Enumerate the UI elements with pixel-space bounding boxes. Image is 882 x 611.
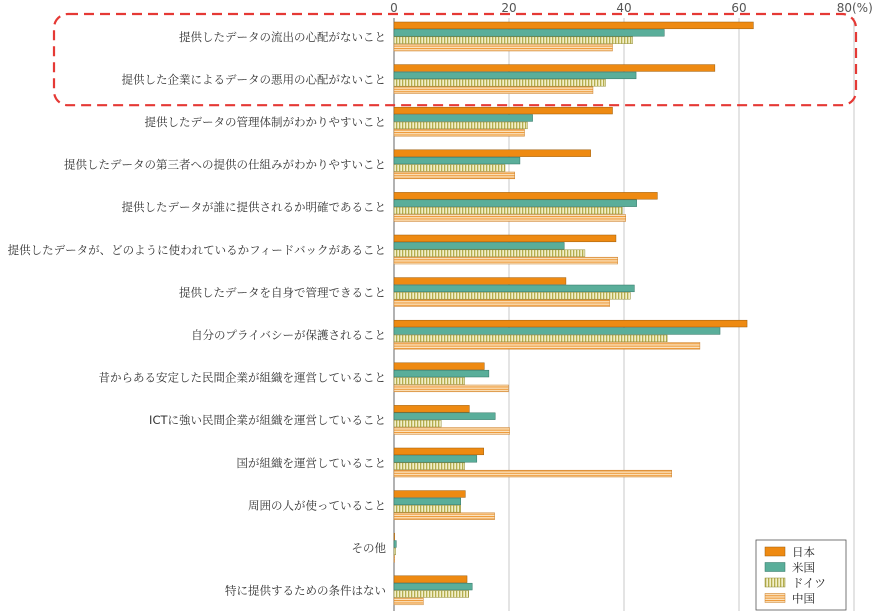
legend-label-米国: 米国 [792,560,815,575]
bar-中国-3 [394,172,515,179]
category-label-12: その他 [351,541,386,555]
legend-swatch-米国 [765,563,785,572]
legend-label-日本: 日本 [792,545,815,559]
bar-日本-7 [394,320,747,327]
bar-日本-5 [394,235,616,242]
grid-layer [394,18,854,611]
bar-ドイツ-13 [394,591,469,598]
bar-中国-6 [394,300,610,307]
bar-ドイツ-7 [394,335,667,342]
category-label-8: 昔からある安定した民間企業が組織を運営していること [98,370,386,385]
bar-米国-10 [394,455,477,462]
bar-米国-1 [394,72,636,79]
unit-label: (%) [852,1,873,15]
bar-米国-8 [394,370,489,377]
bar-中国-4 [394,215,626,222]
bar-日本-9 [394,405,469,412]
tick-label-80: 80 [836,1,852,15]
bar-ドイツ-5 [394,250,585,257]
bar-ドイツ-0 [394,37,633,44]
category-label-5: 提供したデータが、どのように使われているかフィードバックがあること [7,242,386,257]
bar-米国-12 [394,541,396,548]
bars-layer [394,22,753,605]
bar-ドイツ-4 [394,207,622,214]
category-label-6: 提供したデータを自身で管理できること [179,285,386,300]
bar-中国-12 [394,555,395,562]
legend-swatch-ドイツ [765,578,785,587]
legend-label-ドイツ: ドイツ [792,576,826,590]
bar-日本-3 [394,150,591,157]
bar-米国-13 [394,583,472,590]
bar-日本-4 [394,192,657,199]
bar-米国-11 [394,498,461,505]
tick-label-20: 20 [501,1,517,15]
category-label-11: 周囲の人が使っていること [248,498,386,513]
category-label-1: 提供した企業によるデータの悪用の心配がないこと [121,72,386,87]
bar-日本-0 [394,22,753,29]
bar-ドイツ-1 [394,79,606,86]
bar-ドイツ-12 [394,548,396,555]
legend-label-中国: 中国 [792,591,815,606]
bar-日本-13 [394,576,467,583]
bar-中国-1 [394,87,593,94]
bar-ドイツ-11 [394,505,461,512]
bar-ドイツ-6 [394,292,630,299]
category-labels [8,30,387,598]
bar-中国-2 [394,129,525,136]
legend [756,540,846,610]
bar-米国-3 [394,157,520,164]
category-label-7: 自分のプライバシーが保護されること [191,328,386,342]
tick-label-40: 40 [616,1,632,15]
bar-中国-10 [394,470,672,477]
bar-中国-7 [394,342,700,349]
category-label-13: 特に提供するための条件はない [225,583,386,598]
bar-米国-2 [394,115,533,122]
bar-日本-2 [394,107,613,114]
legend-swatch-日本 [765,547,785,556]
bar-中国-5 [394,257,618,264]
bar-ドイツ-8 [394,378,465,385]
bar-日本-11 [394,491,465,498]
bar-日本-12 [394,533,395,540]
bar-ドイツ-10 [394,463,465,470]
bar-日本-10 [394,448,484,455]
bar-米国-9 [394,413,495,420]
bar-ドイツ-3 [394,165,505,172]
bar-米国-7 [394,328,720,335]
bar-ドイツ-9 [394,420,441,427]
bar-米国-6 [394,285,634,292]
bar-日本-1 [394,65,715,72]
bar-日本-8 [394,363,484,370]
bar-中国-11 [394,513,495,520]
bar-中国-13 [394,598,423,605]
tick-label-60: 60 [731,1,747,15]
tick-label-0: 0 [390,1,398,15]
category-label-3: 提供したデータの第三者への提供の仕組みがわかりやすいこと [64,157,386,172]
bar-中国-8 [394,385,508,392]
bar-中国-0 [394,44,613,51]
category-label-10: 国が組織を運営していること [236,455,386,470]
category-label-9: ICTに強い民間企業が組織を運営していること [149,413,386,428]
bar-米国-0 [394,29,664,36]
bar-中国-9 [394,428,510,435]
bar-米国-5 [394,242,564,249]
bar-日本-6 [394,278,566,285]
category-label-0: 提供したデータの流出の心配がないこと [179,29,386,44]
bar-米国-4 [394,200,637,207]
category-label-2: 提供したデータの管理体制がわかりやすいこと [144,115,386,129]
legend-swatch-中国 [765,594,785,603]
category-label-4: 提供したデータが誰に提供されるか明確であること [121,200,386,215]
bar-ドイツ-2 [394,122,527,129]
